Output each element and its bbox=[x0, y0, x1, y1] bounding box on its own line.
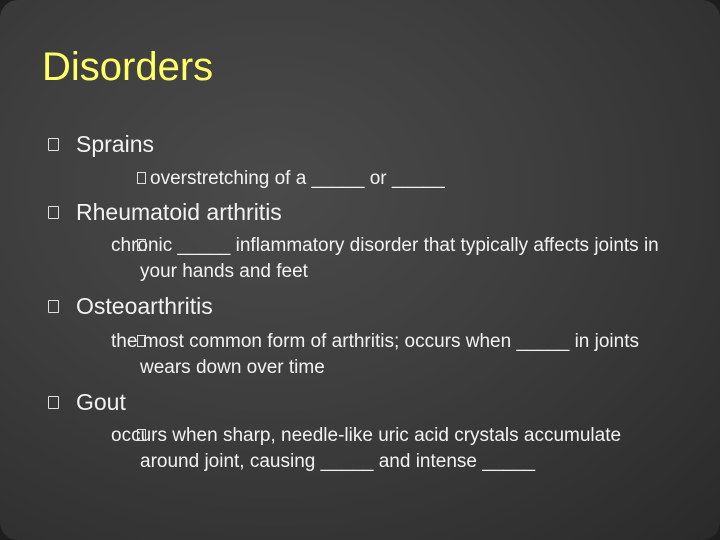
bullet-sprains bbox=[48, 131, 154, 157]
sub-bullet-text: occurs when sharp, needle-like uric acid crystals accumulate around joint, causing _____ and intense _____ bbox=[111, 425, 622, 472]
bullet-gout bbox=[48, 389, 126, 415]
sub-bullet-sprains bbox=[140, 166, 680, 192]
sub-bullet-marker-icon bbox=[137, 172, 146, 184]
bullet-heading: Gout bbox=[76, 389, 126, 415]
bullet-heading: Osteoarthritis bbox=[76, 293, 213, 319]
sub-bullet-marker-icon bbox=[137, 239, 146, 251]
sub-bullet-text: the most common form of arthritis; occurs when _____ in joints wears down over time bbox=[111, 331, 640, 378]
bullet-rheumatoid-arthritis bbox=[48, 199, 282, 225]
bullet-osteoarthritis bbox=[48, 293, 213, 319]
bullet-marker-icon bbox=[48, 206, 59, 219]
sub-bullet-gout bbox=[111, 423, 660, 475]
sub-bullet-text: overstretching of a _____ or _____ bbox=[150, 168, 445, 189]
bullet-marker-icon bbox=[48, 396, 59, 409]
slide-title: Disorders bbox=[42, 45, 214, 89]
bullet-marker-icon bbox=[48, 138, 59, 151]
bullet-marker-icon bbox=[48, 300, 59, 313]
sub-bullet-marker-icon bbox=[137, 429, 146, 441]
sub-bullet-rheumatoid-arthritis bbox=[111, 233, 680, 285]
bullet-heading: Rheumatoid arthritis bbox=[76, 199, 282, 225]
bullet-heading: Sprains bbox=[76, 131, 154, 157]
sub-bullet-osteoarthritis bbox=[111, 329, 640, 381]
sub-bullet-marker-icon bbox=[137, 335, 146, 347]
sub-bullet-text: chronic _____ inflammatory disorder that typically affects joints in your hands and feet bbox=[111, 235, 659, 282]
